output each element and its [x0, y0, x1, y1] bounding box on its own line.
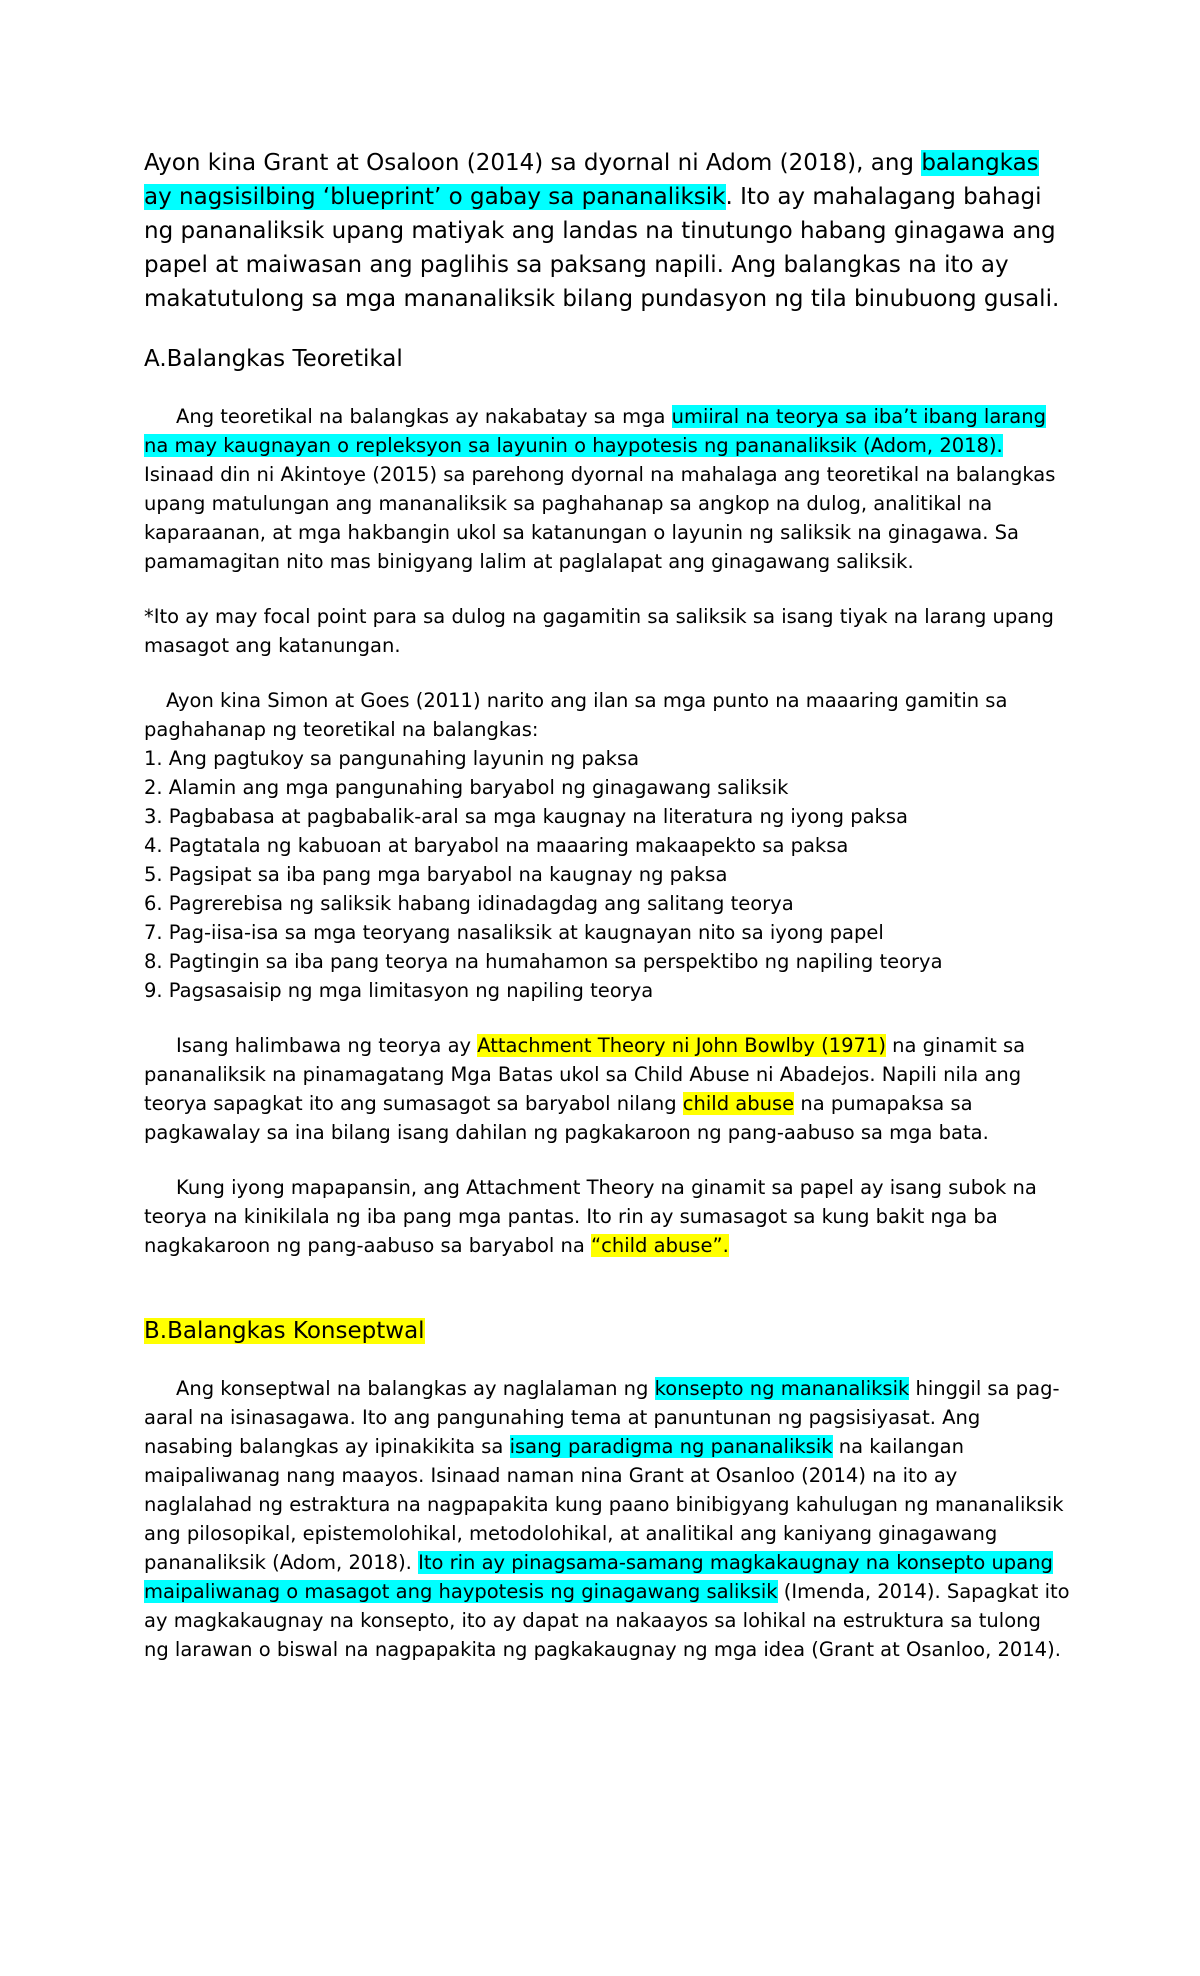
section-b-p1-text-3: na kailangan maipaliwanag nang maayos. Isinaad naman nina Grant at Osanloo (2014) na ito ay naglalahad ng estraktura na nagpapakita kung paano binibigyang kahulugan ng mananaliksik ang pilosopikal, epistemolohikal, metodolohikal, at analitikal ang kaniyang ginagawang pananaliksik (Adom, 2018). — [144, 1435, 1064, 1574]
section-a-p1-highlight: umiiral na teorya sa iba’t ibang larang na may kaugnayan o repleksyon sa layunin o haypotesis ng pananaliksik (Adom, 2018). — [144, 405, 1046, 457]
list-item: 5. Pagsipat sa iba pang mga baryabol na kaugnay ng paksa — [144, 863, 728, 886]
section-a-p3-text-3: na pumapaksa sa pagkawalay sa ina bilang isang dahilan ng pagkakaroon ng pang-aabuso sa mga bata. — [144, 1092, 989, 1144]
section-a-paragraph-1 — [144, 402, 1070, 576]
list-item: 8. Pagtingin sa iba pang teorya na humahamon sa perspektibo ng napiling teorya — [144, 950, 943, 973]
section-b-p1-highlight-2: isang paradigma ng pananaliksik — [509, 1435, 833, 1458]
section-a-p1-text-1: Ang teoretikal na balangkas ay nakabatay sa mga — [176, 405, 672, 428]
section-a-paragraph-4 — [144, 1173, 1070, 1260]
section-a-p3-highlight-1: Attachment Theory ni John Bowlby (1971) — [477, 1034, 886, 1057]
section-a-p3-text-1: Isang halimbawa ng teorya ay — [176, 1034, 478, 1057]
section-b-p1-text-2: hinggil sa pag-aaral na isinasagawa. Ito ang pangunahing tema at panuntunan ng pagsisiyasat. Ang nasabing balangkas ay ipinakikita sa — [144, 1377, 1060, 1458]
list-item: 6. Pagrerebisa ng saliksik habang idinadagdag ang salitang teorya — [144, 892, 794, 915]
section-b-p1-highlight-1: konsepto ng mananaliksik — [654, 1377, 910, 1400]
section-a-p3-highlight-2: child abuse — [682, 1092, 795, 1115]
section-a-p3-text-2: na ginamit sa pananaliksik na pinamagatang Mga Batas ukol sa Child Abuse ni Abadejos. Napili nila ang teorya sapagkat ito ang sumasagot sa baryabol nilang — [144, 1034, 1026, 1115]
list-item: 3. Pagbabasa at pagbabalik-aral sa mga kaugnay na literatura ng iyong paksa — [144, 805, 908, 828]
section-a-heading: A.Balangkas Teoretikal — [144, 346, 403, 372]
list-item: 4. Pagtatala ng kabuoan at baryabol na maaaring makaapekto sa paksa — [144, 834, 849, 857]
section-b-p1-text-1: Ang konseptwal na balangkas ay naglalaman ng — [176, 1377, 655, 1400]
section-b-paragraph-1 — [144, 1374, 1070, 1664]
list-item: 9. Pagsasaisip ng mga limitasyon ng napiling teorya — [144, 979, 654, 1002]
intro-paragraph — [144, 146, 1070, 316]
intro-highlight: balangkas ay nagsisilbing ‘blueprint’ o gabay sa pananaliksik — [144, 150, 1039, 210]
section-a-note: *Ito ay may focal point para sa dulog na gagamitin sa saliksik sa isang tiyak na larang upang masagot ang katanungan. — [144, 605, 1054, 657]
intro-text-1: Ayon kina Grant at Osaloon (2014) sa dyornal ni Adom (2018), ang — [144, 150, 922, 176]
section-b-p1-text-4: (Imenda, 2014). Sapagkat ito ay magkakaugnay na konsepto, ito ay dapat na nakaayos sa lohikal na estruktura sa tulong ng larawan o biswal na nagpapakita ng pagkakaugnay ng mga idea (Grant at Osanloo, 2014). — [144, 1580, 1070, 1661]
section-a-p4-text-1: Kung iyong mapapansin, ang Attachment Theory na ginamit sa papel ay isang subok na teorya na kinikilala ng iba pang mga pantas. Ito rin ay sumasagot sa kung bakit nga ba nagkakaroon ng pang-aabuso sa baryabol na — [144, 1176, 1037, 1257]
section-b-heading-text: B.Balangkas Konseptwal — [144, 1318, 425, 1344]
list-item: 7. Pag-iisa-isa sa mga teoryang nasaliksik at kaugnayan nito sa iyong papel — [144, 921, 884, 944]
section-a-p4-highlight: “child abuse”. — [591, 1234, 729, 1257]
section-a-paragraph-3 — [144, 1031, 1070, 1147]
theoretical-steps-list — [144, 744, 1070, 1005]
list-item: 1. Ang pagtukoy sa pangunahing layunin ng paksa — [144, 747, 640, 770]
intro-text-2: . Ito ay mahalagang bahagi ng pananaliksik upang matiyak ang landas na tinutungo habang ginagawa ang papel at maiwasan ang paglihis sa paksang napili. Ang balangkas na ito ay makatutulong sa mga mananaliksik bilang pundasyon ng tila binubuong gusali. — [144, 184, 1060, 312]
section-a-p1-text-2: Isinaad din ni Akintoye (2015) sa parehong dyornal na mahalaga ang teoretikal na balangkas upang matulungan ang mananaliksik sa paghahanap sa angkop na dulog, analitikal na kaparaanan, at mga hakbangin ukol sa katanungan o layunin ng saliksik na ginagawa. Sa pamamagitan nito mas binigyang lalim at paglalapat ang ginagawang saliksik. — [144, 463, 1056, 573]
section-b-p1-highlight-3: Ito rin ay pinagsama-samang magkakaugnay na konsepto upang maipaliwanag o masagot ang haypotesis ng ginagawang saliksik — [144, 1551, 1053, 1603]
list-item: 2. Alamin ang mga pangunahing baryabol ng ginagawang saliksik — [144, 776, 789, 799]
section-a-paragraph-2: Ayon kina Simon at Goes (2011) narito ang ilan sa mga punto na maaaring gamitin sa paghahanap ng teoretikal na balangkas: — [144, 689, 1008, 741]
section-b-heading — [144, 1314, 1070, 1348]
